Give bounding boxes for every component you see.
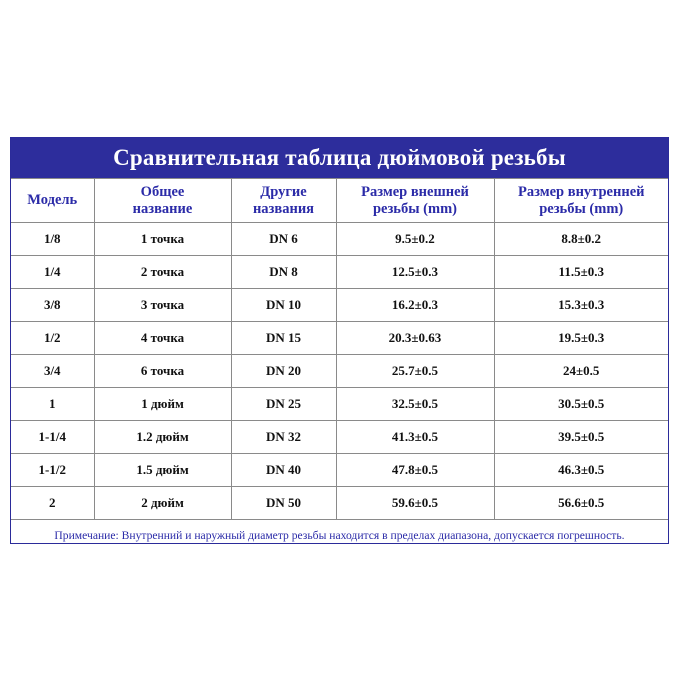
cell-outer-size: 16.2±0.3: [336, 289, 494, 322]
header-line: резьбы (mm): [539, 200, 624, 217]
header-line: Размер внутренней: [518, 183, 645, 200]
table-row: [11, 289, 668, 322]
cell-other-name: DN 10: [231, 289, 336, 322]
table-row: [11, 355, 668, 388]
cell-other-name: DN 20: [231, 355, 336, 388]
cell-outer-size: 41.3±0.5: [336, 421, 494, 454]
header-line: Другие: [260, 183, 307, 200]
cell-other-name: DN 40: [231, 454, 336, 487]
cell-common-name: 3 точка: [94, 289, 231, 322]
cell-outer-size: 20.3±0.63: [336, 322, 494, 355]
header-line: названия: [252, 200, 315, 217]
header-line: резьбы (mm): [372, 200, 457, 217]
column-header-inner-size: [494, 179, 668, 223]
cell-other-name: DN 25: [231, 388, 336, 421]
thread-comparison-table: [11, 178, 668, 520]
cell-other-name: DN 15: [231, 322, 336, 355]
cell-common-name: 1 дюйм: [94, 388, 231, 421]
cell-inner-size: 24±0.5: [494, 355, 668, 388]
cell-common-name: 1.5 дюйм: [94, 454, 231, 487]
table-row: [11, 421, 668, 454]
cell-common-name: 2 дюйм: [94, 487, 231, 520]
cell-common-name: 4 точка: [94, 322, 231, 355]
cell-inner-size: 15.3±0.3: [494, 289, 668, 322]
table-title: Сравнительная таблица дюймовой резьбы: [11, 138, 668, 178]
cell-inner-size: 8.8±0.2: [494, 223, 668, 256]
cell-model: 3/4: [11, 355, 94, 388]
header-line: Размер внешней: [361, 183, 469, 200]
table-row: [11, 223, 668, 256]
cell-model: 1/8: [11, 223, 94, 256]
cell-common-name: 6 точка: [94, 355, 231, 388]
cell-inner-size: 39.5±0.5: [494, 421, 668, 454]
table-row: [11, 388, 668, 421]
cell-common-name: 1.2 дюйм: [94, 421, 231, 454]
cell-model: 2: [11, 487, 94, 520]
cell-outer-size: 25.7±0.5: [336, 355, 494, 388]
cell-outer-size: 9.5±0.2: [336, 223, 494, 256]
header-row: [11, 179, 668, 223]
cell-model: 1/4: [11, 256, 94, 289]
cell-model: 1-1/4: [11, 421, 94, 454]
cell-common-name: 1 точка: [94, 223, 231, 256]
thread-comparison-table-card: [10, 137, 669, 544]
cell-model: 1: [11, 388, 94, 421]
cell-outer-size: 47.8±0.5: [336, 454, 494, 487]
cell-other-name: DN 6: [231, 223, 336, 256]
column-header-common-name: [94, 179, 231, 223]
table-row: [11, 322, 668, 355]
table-row: [11, 454, 668, 487]
footnote: Примечание: Внутренний и наружный диаметр резьбы находится в пределах диапазона, допускается погрешность.: [54, 528, 625, 542]
cell-model: 3/8: [11, 289, 94, 322]
cell-inner-size: 56.6±0.5: [494, 487, 668, 520]
cell-other-name: DN 8: [231, 256, 336, 289]
cell-other-name: DN 32: [231, 421, 336, 454]
header-line: Модель: [27, 192, 78, 208]
cell-common-name: 2 точка: [94, 256, 231, 289]
column-header-outer-size: [336, 179, 494, 223]
table-row: [11, 487, 668, 520]
cell-outer-size: 59.6±0.5: [336, 487, 494, 520]
cell-inner-size: 30.5±0.5: [494, 388, 668, 421]
header-line: название: [132, 200, 193, 217]
cell-outer-size: 12.5±0.3: [336, 256, 494, 289]
header-line: Общее: [140, 183, 185, 200]
cell-inner-size: 19.5±0.3: [494, 322, 668, 355]
cell-other-name: DN 50: [231, 487, 336, 520]
cell-inner-size: 11.5±0.3: [494, 256, 668, 289]
cell-inner-size: 46.3±0.5: [494, 454, 668, 487]
table-row: [11, 256, 668, 289]
cell-model: 1-1/2: [11, 454, 94, 487]
cell-model: 1/2: [11, 322, 94, 355]
cell-outer-size: 32.5±0.5: [336, 388, 494, 421]
column-header-other-names: [231, 179, 336, 223]
column-header-model: [11, 179, 94, 223]
